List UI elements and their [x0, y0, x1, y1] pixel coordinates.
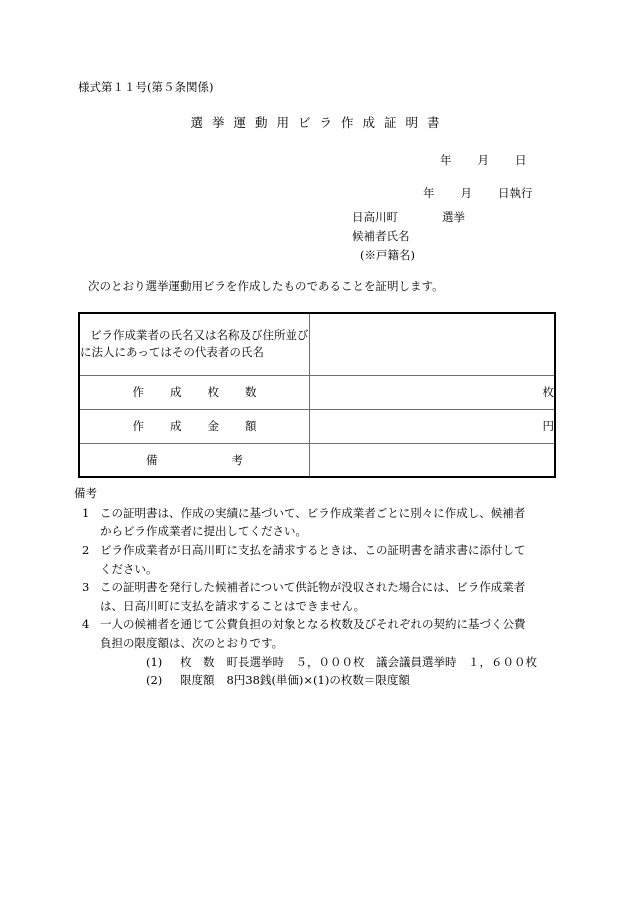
- label-maker-name-address: ビラ作成業者の氏名又は名称及び住所並びに法人にあってはその代表者の氏名: [80, 328, 309, 360]
- issue-date-line: [440, 152, 527, 168]
- label-remarks: 備 考: [146, 452, 243, 467]
- table-cell-value-maker[interactable]: [310, 313, 556, 375]
- election-date-line: [423, 185, 533, 201]
- certification-statement: 次のとおり選挙運動用ビラを作成したものであることを証明します。: [88, 279, 444, 293]
- election-month: 月: [460, 186, 472, 200]
- note-subitem-1: [100, 653, 574, 672]
- note-item-4: [74, 615, 574, 690]
- subitem-marker-1: (1): [146, 654, 163, 669]
- note-text-1-line-2: からビラ作成業者に提出してください。: [100, 524, 307, 539]
- election-year: 年: [423, 186, 435, 200]
- table-row: [79, 409, 555, 443]
- table-cell-value-remarks[interactable]: [310, 443, 556, 477]
- note-text-3-line-2: は、日高川町に支払を請求することはできません。: [100, 598, 366, 613]
- issue-date-year: 年: [440, 153, 452, 167]
- note-item-1: [74, 504, 574, 541]
- form-number: 様式第１１号(第５条関係): [78, 80, 214, 94]
- election-execution-day: 日執行: [498, 186, 533, 200]
- town-name: 日高川町: [352, 210, 398, 224]
- table-cell-value-sheet-count[interactable]: [310, 375, 556, 409]
- note-text-1-line-1: この証明書は、作成の実績に基づいて、ビラ作成業者ごとに別々に作成し、候補者: [100, 505, 526, 520]
- table-row: [79, 313, 555, 375]
- note-item-2: [74, 541, 574, 578]
- issue-date-day: 日: [515, 153, 527, 167]
- unit-yen: 円: [542, 419, 554, 433]
- issue-date-month: 月: [477, 153, 489, 167]
- table-cell-label-sheet-count: [79, 375, 310, 409]
- unit-sheets: 枚: [542, 385, 554, 399]
- note-text-3-line-1: この証明書を発行した候補者について供託物が没収された場合には、ビラ作成業者: [100, 580, 526, 595]
- certificate-table: [78, 312, 556, 478]
- note-number-4: 4: [82, 617, 90, 632]
- note-text-2-line-2: ください。: [100, 561, 158, 576]
- subitem-text-1: 町長選挙時 ５，０００枚 議会議員選挙時 １，６００枚: [226, 654, 537, 669]
- town-election-line: [352, 209, 465, 225]
- note-number-1: 1: [82, 505, 90, 520]
- notes-section: [74, 484, 574, 690]
- subitem-text-2: 8円38銭(単価)×(1)の枚数＝限度額: [226, 673, 410, 688]
- table-cell-label-remarks: [79, 443, 310, 477]
- subitem-label-1: 枚 数: [180, 654, 215, 669]
- note-number-2: 2: [82, 542, 90, 557]
- table-cell-label-amount: [79, 409, 310, 443]
- note-number-3: 3: [82, 580, 90, 595]
- note-text-2-line-1: ビラ作成業者が日高川町に支払を請求するときは、この証明書を請求書に添付して: [100, 542, 526, 557]
- table-row: [79, 375, 555, 409]
- note-subitem-2: [100, 671, 574, 690]
- election-word: 選挙: [442, 210, 465, 224]
- note-text-4-line-1: 一人の候補者を通じて公費負担の対象となる枚数及びそれぞれの契約に基づく公費: [100, 617, 526, 632]
- table-cell-label-maker: [79, 313, 310, 375]
- note-text-4-line-2: 負担の限度額は、次のとおりです。: [100, 636, 284, 650]
- note-item-3: [74, 578, 574, 615]
- subitem-label-2: 限度額: [180, 673, 215, 688]
- subitem-marker-2: (2): [146, 673, 163, 688]
- koseki-name-note: (※戸籍名): [360, 248, 415, 262]
- page-title: 選挙運動用ビラ作成証明書: [190, 115, 449, 130]
- label-amount: 作 成 金 額: [132, 419, 257, 433]
- notes-heading: 備考: [74, 486, 97, 500]
- candidate-name-label: 候補者氏名: [352, 229, 410, 243]
- table-cell-value-amount[interactable]: [310, 409, 556, 443]
- label-sheet-count: 作 成 枚 数: [132, 385, 257, 399]
- table-row: [79, 443, 555, 477]
